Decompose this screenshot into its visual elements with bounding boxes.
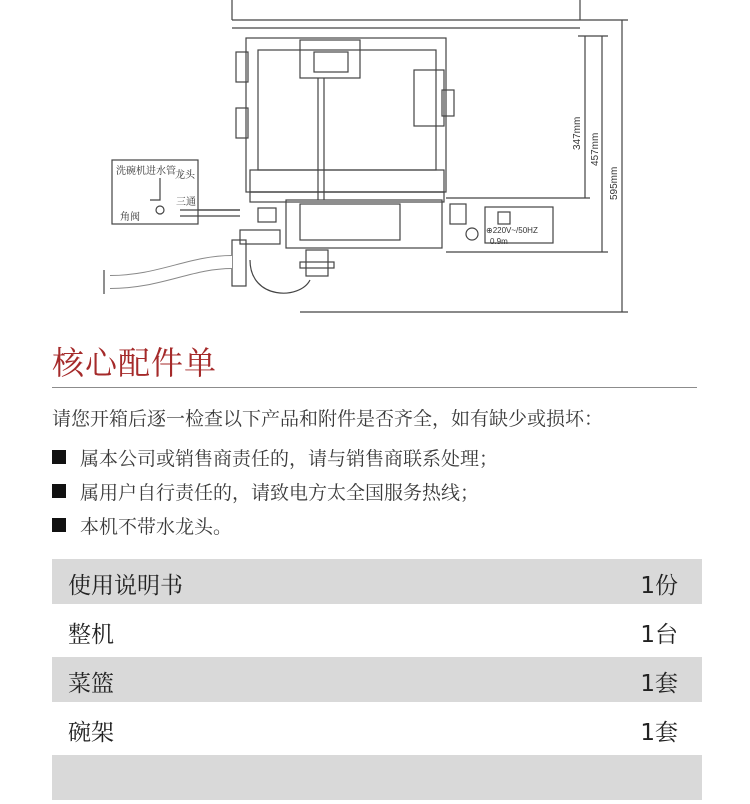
title-divider xyxy=(52,387,697,388)
section-title: 核心配件单 xyxy=(52,344,218,382)
power-spec-label: ⊕220V~/50HZ xyxy=(486,226,538,235)
part-name: 菜篮 xyxy=(68,671,114,697)
table-row xyxy=(52,608,702,653)
cord-length-label: 0.9m xyxy=(490,237,508,246)
part-quantity: 1份 xyxy=(640,573,678,599)
tee-label: 三通 xyxy=(176,197,196,208)
part-quantity: 1套 xyxy=(640,720,678,746)
list-item xyxy=(52,508,498,542)
table-row xyxy=(52,559,702,604)
dim-457-label: 457mm xyxy=(590,132,601,166)
part-quantity: 1台 xyxy=(640,622,678,648)
installation-diagram xyxy=(0,0,750,330)
dim-595-label: 595mm xyxy=(609,166,620,200)
part-name: 使用说明书 xyxy=(68,573,183,599)
table-row xyxy=(52,755,702,800)
part-name: 碗架 xyxy=(68,720,114,746)
list-item-text: 属本公司或销售商责任的，请与销售商联系处理； xyxy=(80,447,499,470)
dim-347-label: 347mm xyxy=(572,116,583,150)
square-bullet-icon xyxy=(52,518,66,532)
part-name: 整机 xyxy=(68,622,114,648)
part-quantity: 1套 xyxy=(640,671,678,697)
list-item-text: 属用户自行责任的，请致电方太全国服务热线； xyxy=(80,481,480,504)
table-row xyxy=(52,706,702,751)
faucet-label: 龙头 xyxy=(175,170,195,181)
square-bullet-icon xyxy=(52,450,66,464)
notice-list xyxy=(52,440,498,542)
list-item xyxy=(52,440,498,474)
list-item xyxy=(52,474,498,508)
dishwasher-inlet-label: 洗碗机进水管 xyxy=(116,166,176,177)
intro-text: 请您开箱后逐一检查以下产品和附件是否齐全，如有缺少或损坏： xyxy=(52,408,604,430)
parts-table xyxy=(52,559,702,804)
table-row xyxy=(52,657,702,702)
list-item-text: 本机不带水龙头。 xyxy=(80,515,233,538)
angle-valve-label: 角阀 xyxy=(120,212,140,223)
square-bullet-icon xyxy=(52,484,66,498)
